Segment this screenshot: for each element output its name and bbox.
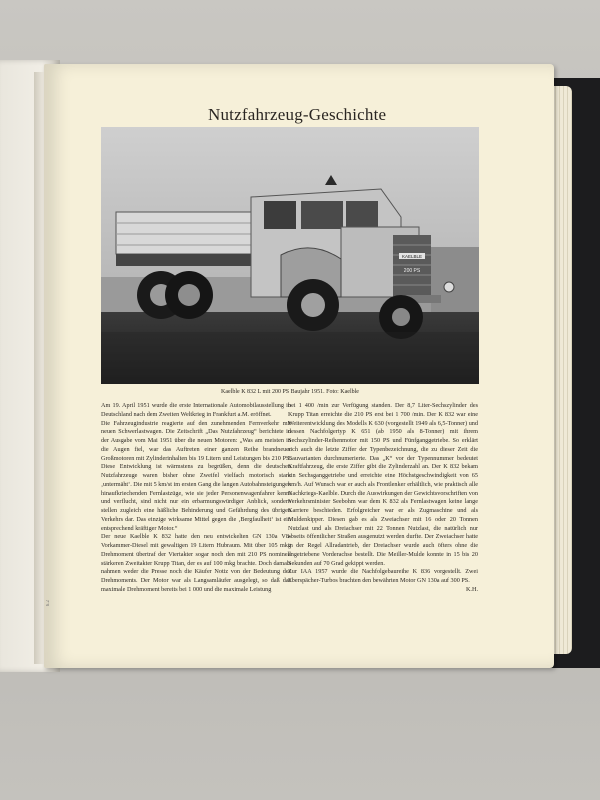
article-right-column — [288, 402, 478, 595]
photo-caption: Kaelble K 832 L mit 200 PS Baujahr 1951. Foto: Kaelble — [221, 389, 359, 395]
rear-wheel-2-hub — [178, 284, 200, 306]
page-title: Nutzfahrzeug-Geschichte — [208, 105, 387, 124]
article-paragraph: Zur IAA 1957 wurde die Nachfolgebaureihe K 836 vorgestellt. Zwei Eberspächer-Turbos brachten den bewährten Motor GN 130a auf 300 PS. — [288, 568, 478, 584]
grille-power-text: 200 PS — [403, 268, 421, 274]
background-building — [431, 247, 479, 317]
windshield-right — [346, 201, 378, 229]
article-paragraph: Der neue Kaelble K 832 hatte den neu entwickelten GN 130a V8-Vorkammer-Diesel mit gewaltigen 19 Litern Hubraum. Mit über 105 mkg Drehmoment übertraf der Viertakter sogar noch den mit 210 PS nominell stärkeren Zweitakter Krupp Titan, der es auf 100 mkg brachte. Doch damals nahmen weder die Presse noch die Käufer Notiz von der Bedeutung des Drehmoments. Der Motor war als Langsamläufer ausgelegt, so daß das maximale Drehmoment bereits bei 1 000 und die maximale Leistung — [101, 533, 291, 593]
road-shadow — [101, 332, 479, 384]
grille-brand-text: KAELBLE — [401, 254, 423, 259]
truck-photo-illustration — [101, 127, 479, 384]
front-wheel-hub — [301, 293, 325, 317]
windshield-left — [301, 201, 343, 229]
radiator-grille — [393, 235, 431, 297]
cab-side-window — [264, 201, 296, 229]
margin-mark: 6.2 — [46, 600, 51, 607]
author-signature: K.H. — [465, 585, 478, 593]
article-paragraph: bei 1 400 /min zur Verfügung standen. Der 8,7 Liter-Sechszylinder des Krupp Titan erreichte die 210 PS erst bei 1 700 /min. Der K 832 war eine Weiterentwicklung des Modells K 630 (vorgestellt 1949 als 6,5-Tonner) und dessen Nachfolgertyp K 651 (ab 1950 als 8-Tonner) mit ihrem Sechszylinder-Reihenmotor mit 150 PS und Fünfganggetriebe. So erklärt sich auch die letzte Ziffer der Typenbezeichnung, die zu dieser Zeit die Bauvarianten durchnumerierte. Das „K“ vor der Typennummer bedeutet Kraftfahrzeug, die erste Ziffer gibt die Zylinderzahl an. Der K 832 bekam ein Sechsganggetriebe und erreichte eine Höchstgeschwindigkeit von 65 km/h. Auf Wunsch war er auch als Frontlenker erhältlich, wie praktisch alle Nachkriegs-Kaelble. Durch die Auswirkungen der Gewichtsvorschriften von Verkehrsminister Seebohm war dem K 832 als Fernlastwagen keine lange Karriere beschieden. Erfolgreicher war er als Zugmaschine und als Muldenkipper. Diesen gab es als Zweiachser mit 16 oder 20 Tonnen Nutzlast und als Dreiachser mit 22 Tonnen Nutzlast, die natürlich nur abseits öffentlicher Straßen ausgenutzt werden durfte. Der Zweiachser hatte in der Regel Allradantrieb, der Dreiachser wurde auch öfters ohne die angetriebene Vorderachse bestellt. Die Meiller-Mulde konnte in 15 bis 20 Sekunden auf 70 Grad gekippt werden. — [288, 402, 478, 567]
headlight — [444, 282, 454, 292]
truck-bed — [116, 212, 256, 254]
truck-bed-frame — [116, 254, 266, 266]
truck-photo — [101, 127, 479, 384]
article-paragraph: Die Fahrzeugindustrie reagierte auf den zunehmenden Fernverkehr mit neuen Schwerlastwagen. Die Zeitschrift „Das Nutzfahrzeug“ berichtete in der Ausgabe vom Mai 1951 über die neuen Motoren: „Was am meisten in die Augen fiel, war das Auftreten einer ganzen Reihe brandneuer Großmotoren mit Zylinderinhalten bis 19 Litern und Leistungen bis 210 PS. Diese Entwicklung ist wärmstens zu begrüßen, denn die deutschen Nutzfahrzeuge waren bisher ohne Zweifel vielfach motorisch stark ‚untermäht‘. Die mit 5 km/st im ersten Gang die langen Autobahnsteigungen hinaufkriechenden Fernlastzüge, wie sie jeder Personenwagenfahrer kennt und verflucht, sind nicht nur ein erbarmungswürdiger Anblick, sondern stellen zugleich eine häßliche Behinderung und Gefährdung des übrigen Verkehrs dar. Das einzige wirksame Mittel gegen die ‚Bergfaulheit‘ ist ein entsprechend kräftiger Motor.“ — [101, 419, 291, 532]
article-left-column — [101, 402, 291, 595]
far-front-wheel-hub — [392, 308, 410, 326]
article-paragraph: Am 19. April 1951 wurde die erste Internationale Automobilausstellung in Deutschland nach dem Zweiten Weltkrieg in Frankfurt a.M. eröffnet. — [101, 402, 291, 418]
